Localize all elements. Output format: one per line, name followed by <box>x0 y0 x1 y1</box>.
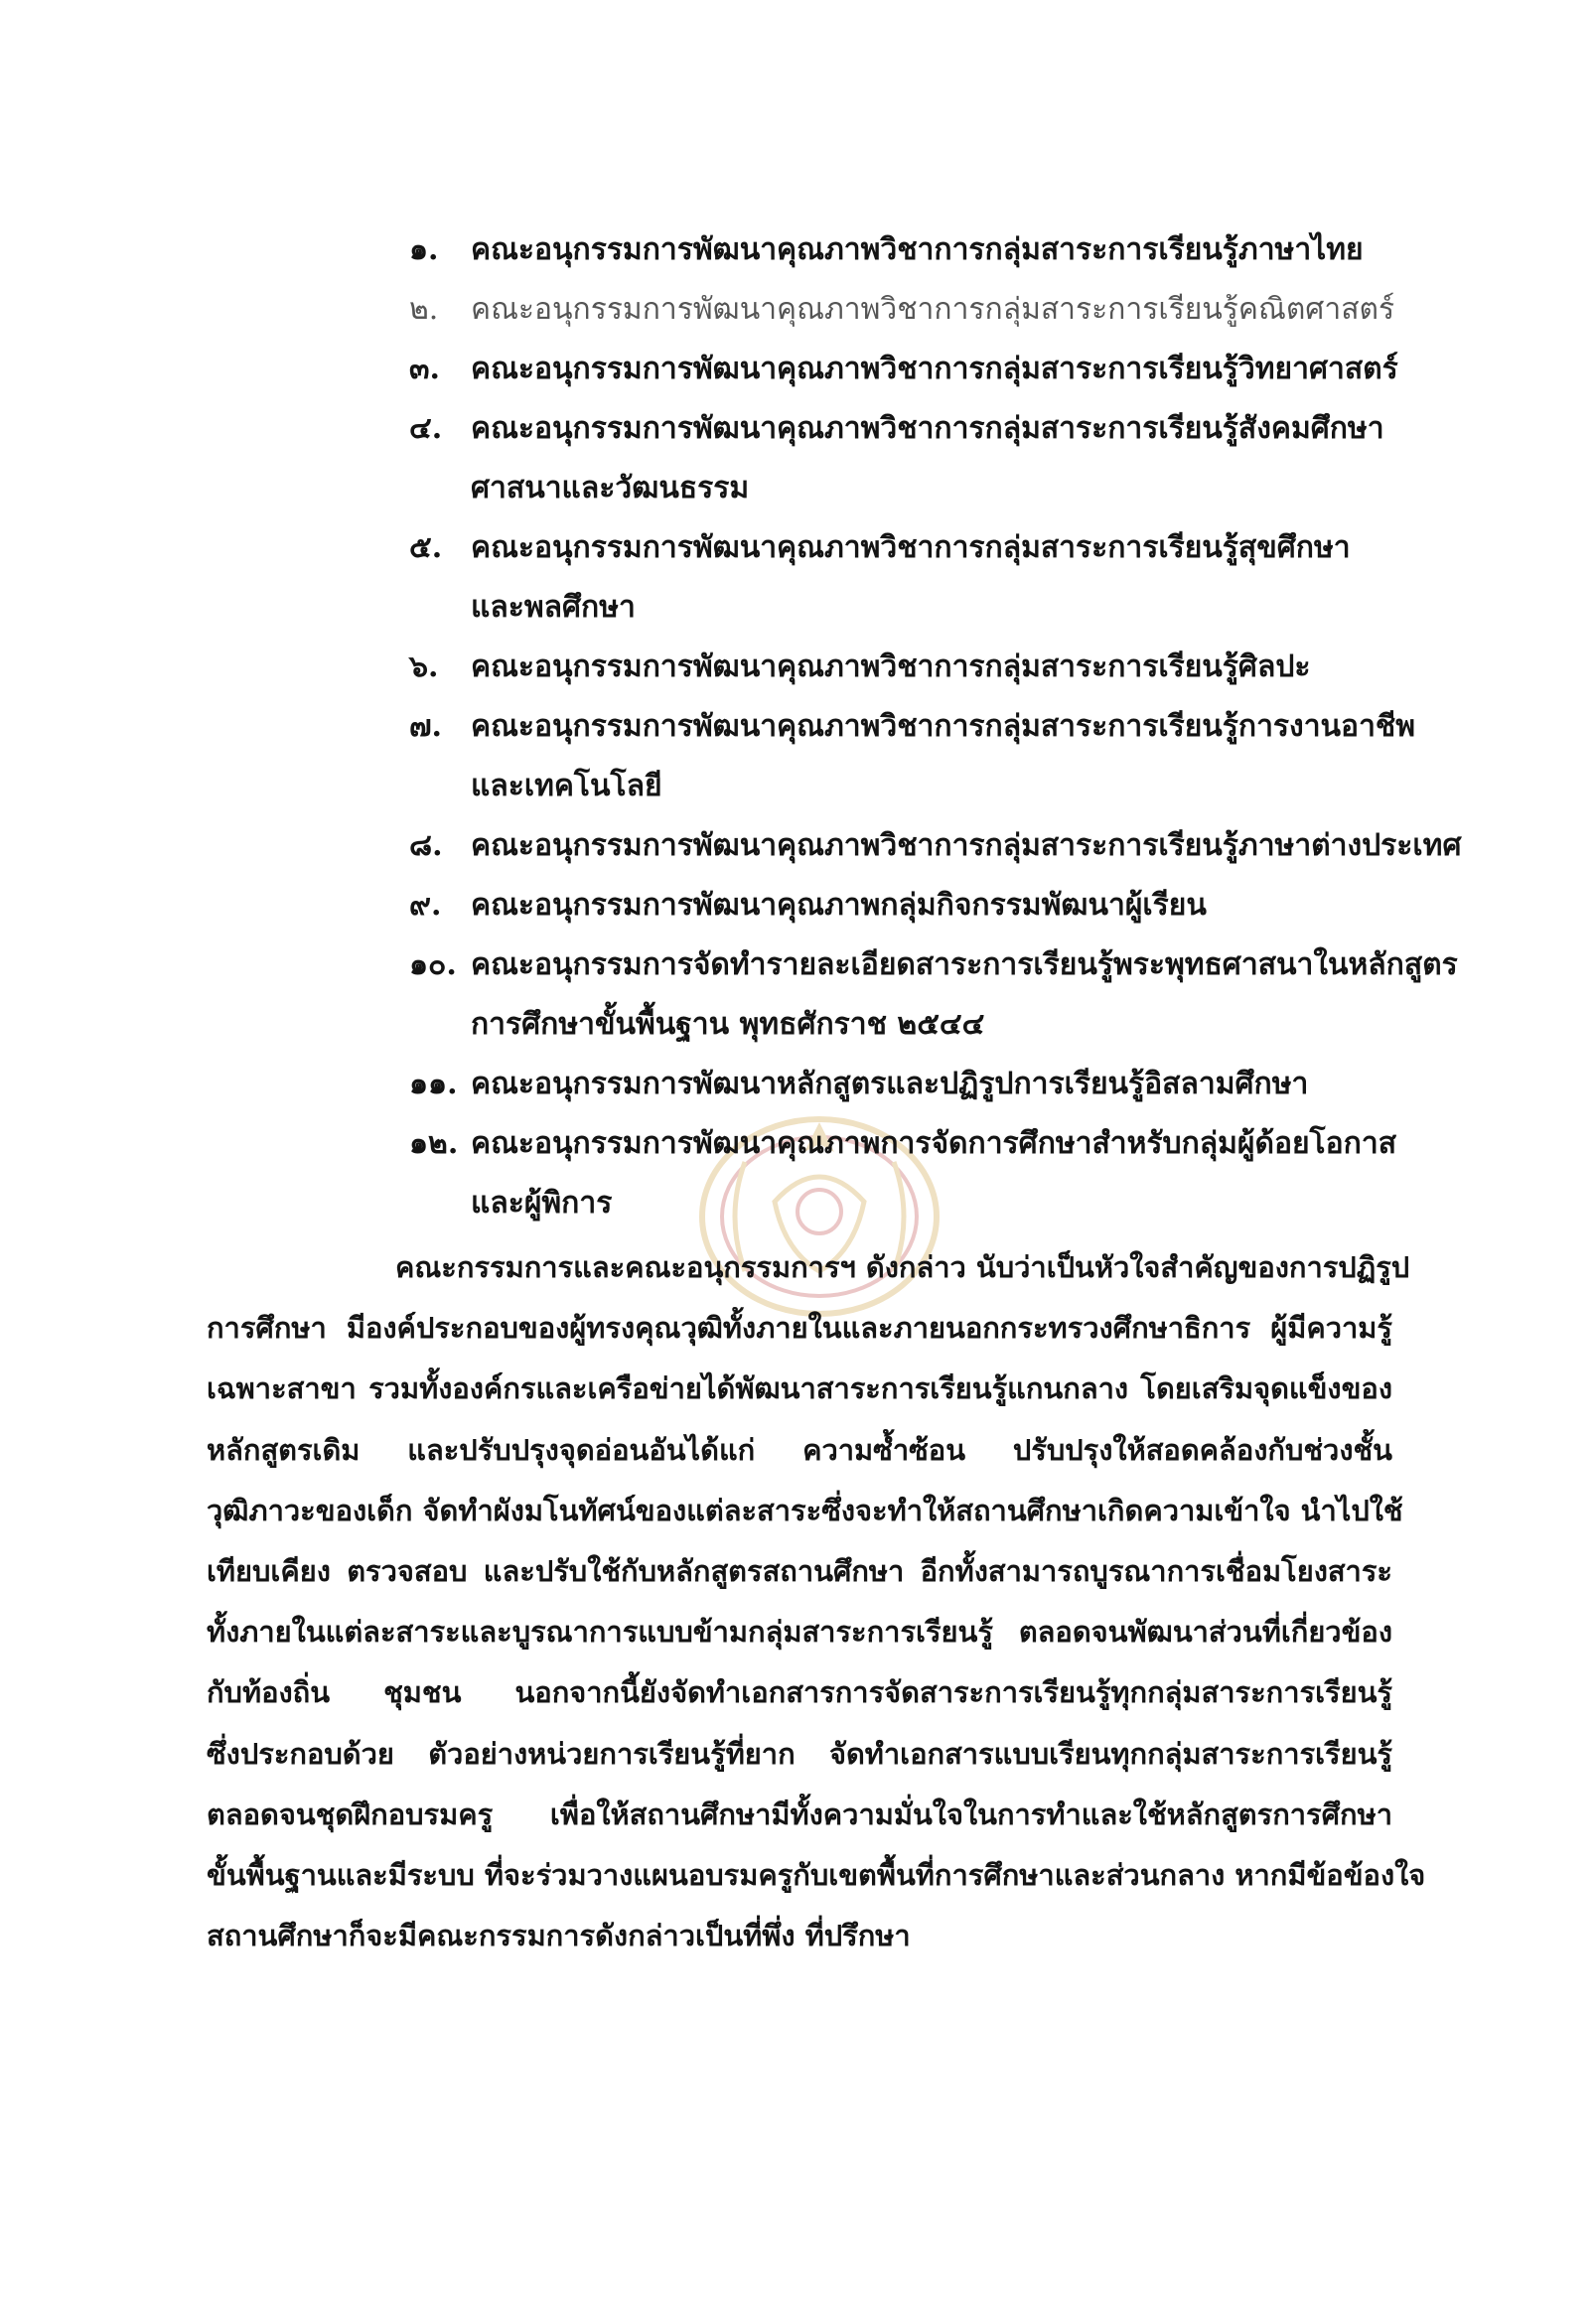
paragraph-line: เทียบเคียง ตรวจสอบ และปรับใช้กับหลักสูตรสถานศึกษา อีกทั้งสามารถบูรณาการเชื่อมโยงสาระ <box>207 1554 1392 1589</box>
list-item-number: ๓. <box>409 352 440 386</box>
list-item-line: คณะอนุกรรมการพัฒนาคุณภาพวิชาการกลุ่มสาระการเรียนรู้การงานอาชีพ <box>471 709 1416 744</box>
list-item-number: ๑๒. <box>409 1126 459 1161</box>
list-item-line: คณะอนุกรรมการพัฒนาคุณภาพวิชาการกลุ่มสาระการเรียนรู้คณิตศาสตร์ <box>471 292 1395 327</box>
paragraph-line: ขั้นพื้นฐานและมีระบบ ที่จะร่วมวางแผนอบรมครูกับเขตพื้นที่การศึกษาและส่วนกลาง หากมีข้อข้องใจ <box>207 1858 1426 1893</box>
list-item-number: ๖. <box>409 649 439 684</box>
list-item-number: ๑๑. <box>409 1067 458 1101</box>
paragraph-line: ตลอดจนชุดฝึกอบรมครู เพื่อให้สถานศึกษามีทั้งความมั่นใจในการทำและใช้หลักสูตรการศึกษา <box>207 1797 1392 1831</box>
list-item-line: คณะอนุกรรมการพัฒนาคุณภาพวิชาการกลุ่มสาระการเรียนรู้สังคมศึกษา <box>471 411 1384 446</box>
list-item-number: ๗. <box>409 709 443 744</box>
list-item-text <box>471 399 1402 518</box>
list-item-number: ๒. <box>409 292 439 327</box>
list-item-line: คณะอนุกรรมการพัฒนาคุณภาพกลุ่มกิจกรรมพัฒนาผู้เรียน <box>471 888 1207 923</box>
list-item-text <box>471 1055 1402 1114</box>
list-item <box>409 518 1402 638</box>
list-item-line: และเทคโนโลยี <box>471 769 662 803</box>
list-item-line: การศึกษาขั้นพื้นฐาน พุทธศักราช ๒๕๔๔ <box>471 1007 985 1042</box>
list-item <box>409 220 1402 280</box>
list-item <box>409 638 1402 697</box>
paragraph-line: เฉพาะสาขา รวมทั้งองค์กรและเครือข่ายได้พัฒนาสาระการเรียนรู้แกนกลาง โดยเสริมจุดแข็งของ <box>207 1371 1392 1406</box>
list-item-line: คณะอนุกรรมการพัฒนาคุณภาพวิชาการกลุ่มสาระการเรียนรู้สุขศึกษา <box>471 530 1351 565</box>
list-item-line: คณะอนุกรรมการพัฒนาคุณภาพวิชาการกลุ่มสาระการเรียนรู้ภาษาต่างประเทศ <box>471 828 1462 863</box>
list-item-line: คณะอนุกรรมการพัฒนาหลักสูตรและปฏิรูปการเรียนรู้อิสลามศึกษา <box>471 1067 1309 1101</box>
paragraph-line: คณะกรรมการและคณะอนุกรรมการฯ ดังกล่าว นับว่าเป็นหัวใจสำคัญของการปฏิรูป <box>395 1250 1410 1284</box>
list-item-line: คณะอนุกรรมการจัดทำรายละเอียดสาระการเรียนรู้พระพุทธศาสนาในหลักสูตร <box>471 947 1458 982</box>
paragraph-line: หลักสูตรเดิม และปรับปรุงจุดอ่อนอันได้แก่ ความซ้ำซ้อน ปรับปรุงให้สอดคล้องกับช่วงชั้น <box>207 1432 1392 1467</box>
list-item-text <box>471 518 1402 638</box>
list-item-number: ๕. <box>409 530 443 565</box>
committee-list <box>409 220 1462 1233</box>
paragraph-line: ซึ่งประกอบด้วย ตัวอย่างหน่วยการเรียนรู้ที่ยาก จัดทำเอกสารแบบเรียนทุกกลุ่มสาระการเรียนรู้ <box>207 1736 1392 1771</box>
paragraph-line: การศึกษา มีองค์ประกอบของผู้ทรงคุณวุฒิทั้งภายในและภายนอกกระทรวงศึกษาธิการ ผู้มีความรู้ <box>207 1311 1392 1346</box>
list-item-number: ๑๐. <box>409 947 457 982</box>
list-item-text <box>471 280 1402 340</box>
paragraph-line: วุฒิภาวะของเด็ก จัดทำผังมโนทัศน์ของแต่ละสาระซึ่งจะทำให้สถานศึกษาเกิดความเข้าใจ นำไปใช้ <box>207 1493 1403 1527</box>
body-paragraph <box>207 1237 1426 1966</box>
paragraph-line: สถานศึกษาก็จะมีคณะกรรมการดังกล่าวเป็นที่พึ่ง ที่ปรึกษา <box>207 1919 911 1953</box>
list-item <box>409 1114 1402 1233</box>
list-item-text <box>471 1114 1402 1233</box>
list-item-line: คณะอนุกรรมการพัฒนาคุณภาพวิชาการกลุ่มสาระการเรียนรู้ภาษาไทย <box>471 232 1364 267</box>
list-item-line: และพลศึกษา <box>471 590 636 625</box>
list-item-line: คณะอนุกรรมการพัฒนาคุณภาพวิชาการกลุ่มสาระการเรียนรู้วิทยาศาสตร์ <box>471 352 1398 386</box>
list-item <box>409 1055 1402 1114</box>
list-item <box>409 876 1402 936</box>
list-item-line: ศาสนาและวัฒนธรรม <box>471 471 750 505</box>
list-item-number: ๔. <box>409 411 443 446</box>
list-item-text <box>471 697 1415 816</box>
list-item <box>409 280 1402 340</box>
list-item <box>409 936 1458 1055</box>
list-item-number: ๙. <box>409 888 442 923</box>
list-item-text <box>471 340 1402 399</box>
list-item <box>409 399 1402 518</box>
list-item-number: ๑. <box>409 232 439 267</box>
list-item-line: คณะอนุกรรมการพัฒนาคุณภาพวิชาการกลุ่มสาระการเรียนรู้ศิลปะ <box>471 649 1311 684</box>
list-item-number: ๘. <box>409 828 443 863</box>
list-item <box>409 816 1462 876</box>
paragraph-line: กับท้องถิ่น ชุมชน นอกจากนี้ยังจัดทำเอกสารการจัดสาระการเรียนรู้ทุกกลุ่มสาระการเรียนรู้ <box>207 1675 1392 1710</box>
list-item-line: และผู้พิการ <box>471 1186 613 1221</box>
list-item-text <box>471 876 1402 936</box>
list-item-text <box>471 220 1402 280</box>
list-item-text <box>471 936 1458 1055</box>
list-item-line: คณะอนุกรรมการพัฒนาคุณภาพการจัดการศึกษาสำหรับกลุ่มผู้ด้อยโอกาส <box>471 1126 1397 1161</box>
paragraph-line: ทั้งภายในแต่ละสาระและบูรณาการแบบข้ามกลุ่มสาระการเรียนรู้ ตลอดจนพัฒนาส่วนที่เกี่ยวข้อง <box>207 1615 1392 1650</box>
list-item-text <box>471 816 1462 876</box>
list-item <box>409 697 1416 816</box>
list-item <box>409 340 1402 399</box>
list-item-text <box>471 638 1402 697</box>
